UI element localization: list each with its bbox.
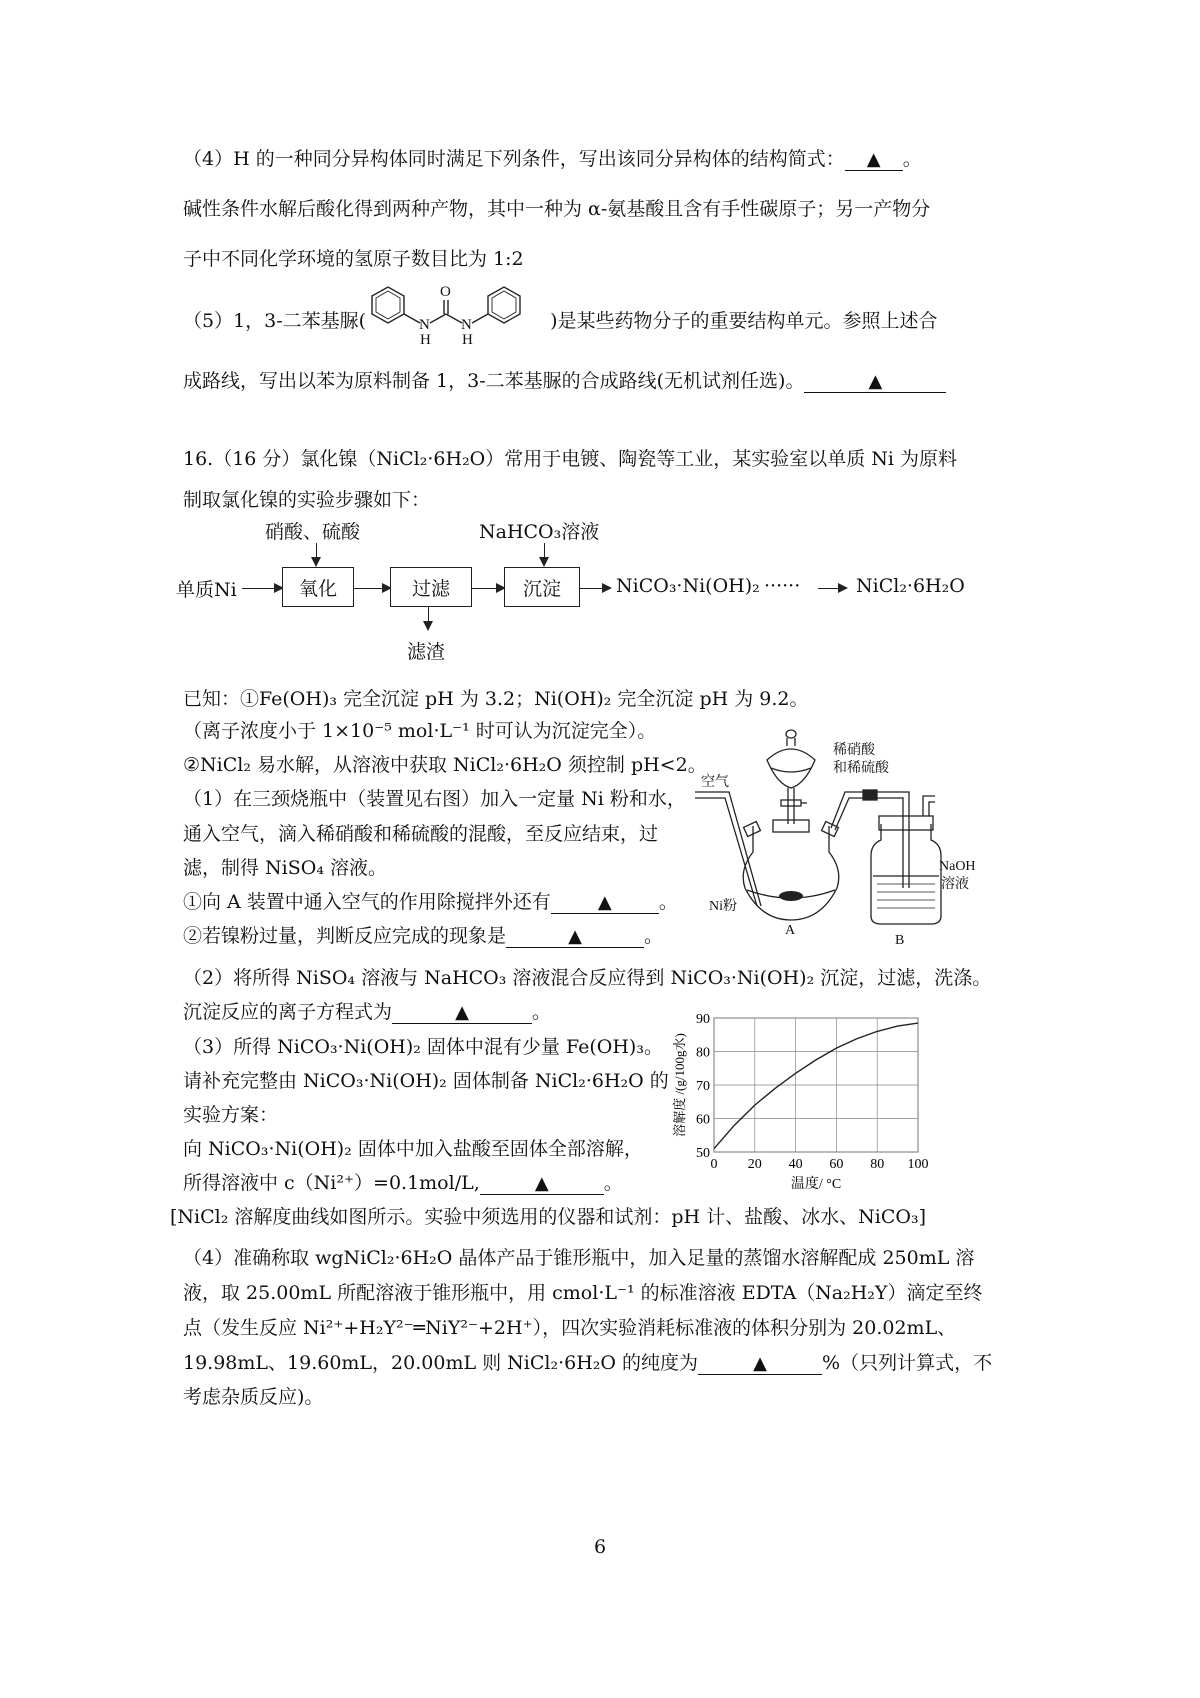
flow-reagent-nahco3: NaHCO₃溶液 xyxy=(479,521,600,543)
y-tick-label: 80 xyxy=(696,1045,710,1061)
flow-arrow xyxy=(428,607,429,629)
x-tick-label: 60 xyxy=(829,1157,844,1172)
part1-line3: 滤，制得 NiSO₄ 溶液。 xyxy=(183,857,387,879)
q16-line1: 16.（16 分）氯化镍（NiCl₂·6H₂O）常用于电镀、陶瓷等工业，某实验室以单质 Ni 为原料 xyxy=(183,448,958,470)
y-tick-label: 60 xyxy=(696,1112,710,1128)
x-tick-label: 100 xyxy=(907,1157,929,1172)
part3-line3: 实验方案： xyxy=(183,1104,279,1126)
struct-N2: N xyxy=(461,317,472,333)
label-ni: Ni粉 xyxy=(709,899,737,914)
part2-line2: 沉淀反应的离子方程式为 ▲ 。 xyxy=(183,1001,552,1023)
flow-arrow xyxy=(472,588,504,589)
flow-arrow xyxy=(580,588,610,589)
answer-blank[interactable]: ▲ xyxy=(845,149,903,171)
y-tick-label: 90 xyxy=(696,1012,710,1027)
part4-line5: 考虑杂质反应)。 xyxy=(183,1386,324,1408)
flow-arrow xyxy=(242,588,282,589)
y-axis-label: 溶解度 /(g/100g水) xyxy=(672,1033,687,1137)
solubility-curve xyxy=(714,1023,918,1149)
label-b: B xyxy=(895,933,905,948)
q4-line2: 碱性条件水解后酸化得到两种产物，其中一种为 α-氨基酸且含有手性碳原子；另一产物分 xyxy=(183,198,931,220)
answer-blank[interactable]: ▲ xyxy=(392,1002,532,1024)
label-naoh: NaOH xyxy=(939,859,976,874)
part3-line2: 请补充完整由 NiCO₃·Ni(OH)₂ 固体制备 NiCl₂·6H₂O 的 xyxy=(183,1070,669,1092)
flow-residue: 滤渣 xyxy=(407,641,446,663)
part4-line3: 点（发生反应 Ni²⁺+H₂Y²⁻═NiY²⁻+2H⁺），四次实验消耗标准液的体积分别为 20.02mL、 xyxy=(183,1317,957,1339)
label-acid-1: 稀硝酸 xyxy=(833,743,875,758)
known-line3: ②NiCl₂ 易水解，从溶液中获取 NiCl₂·6H₂O 须控制 pH<2。 xyxy=(183,754,707,776)
flow-arrow xyxy=(818,588,846,589)
apparatus-diagram xyxy=(695,720,976,948)
q16-line2: 制取氯化镍的实验步骤如下： xyxy=(183,489,431,511)
answer-blank[interactable]: ▲ xyxy=(551,892,659,914)
q4-line1: （4）H 的一种同分异构体同时满足下列条件，写出该同分异构体的结构简式： ▲ 。 xyxy=(183,148,922,170)
answer-blank[interactable]: ▲ xyxy=(480,1173,604,1195)
part1-line2: 通入空气，滴入稀硝酸和稀硫酸的混酸，至反应结束，过 xyxy=(183,823,659,845)
answer-blank[interactable]: ▲ xyxy=(698,1353,822,1375)
x-tick-label: 40 xyxy=(788,1157,803,1172)
struct-N1: N xyxy=(419,317,430,333)
flow-product: NiCO₃·Ni(OH)₂ xyxy=(616,575,760,597)
label-a: A xyxy=(785,923,796,938)
label-acid-2: 和稀硫酸 xyxy=(833,761,889,776)
part4-line2: 液，取 25.00mL 所配溶液于锥形瓶中，用 cmol·L⁻¹ 的标准溶液 EDTA（Na₂H₂Y）滴定至终 xyxy=(183,1282,983,1304)
answer-blank[interactable]: ▲ xyxy=(506,926,644,948)
part1-q2: ②若镍粉过量，判断反应完成的现象是 ▲ 。 xyxy=(183,925,664,947)
q5-line2: 成路线，写出以苯为原料制备 1，3-二苯基脲的合成路线(无机试剂任选)。 ▲ xyxy=(183,368,946,394)
part2-line1: （2）将所得 NiSO₄ 溶液与 NaHCO₃ 溶液混合反应得到 NiCO₃·Ni(OH)₂ 沉淀，过滤，洗涤。 xyxy=(183,967,992,989)
part3-line6: [NiCl₂ 溶解度曲线如图所示。实验中须选用的仪器和试剂：pH 计、盐酸、冰水、NiCO₃] xyxy=(170,1206,927,1228)
page-number: 6 xyxy=(593,1536,607,1558)
x-tick-label: 80 xyxy=(870,1157,885,1172)
y-tick-label: 50 xyxy=(696,1146,710,1161)
struct-O: O xyxy=(440,284,451,300)
part4-line4: 19.98mL、19.60mL，20.00mL 则 NiCl₂·6H₂O 的纯度为 ▲ %（只列计算式，不 xyxy=(183,1352,993,1374)
q5-line1: （5）1，3-二苯基脲( )是某些药物分子的重要结构单元。参照上述合 xyxy=(183,310,938,332)
struct-H2: H xyxy=(462,332,473,348)
x-axis-label: 温度/ °C xyxy=(790,1177,842,1192)
known-line2: （离子浓度小于 1×10⁻⁵ mol·L⁻¹ 时可认为沉淀完全）。 xyxy=(183,720,657,742)
part4-line1: （4）准确称取 wgNiCl₂·6H₂O 晶体产品于锥形瓶中，加入足量的蒸馏水溶解配成 250mL 溶 xyxy=(183,1247,975,1269)
x-tick-label: 20 xyxy=(747,1157,762,1172)
flow-step-oxidation: 氧化 xyxy=(282,567,354,607)
flow-dots: ······ xyxy=(764,575,801,597)
flow-arrow xyxy=(316,543,317,565)
part1-line1: （1）在三颈烧瓶中（装置见右图）加入一定量 Ni 粉和水， xyxy=(183,788,686,810)
part3-line1: （3）所得 NiCO₃·Ni(OH)₂ 固体中混有少量 Fe(OH)₃。 xyxy=(183,1036,663,1058)
flow-start: 单质Ni xyxy=(176,579,237,601)
flow-final: NiCl₂·6H₂O xyxy=(856,575,965,597)
flow-step-precipitate: 沉淀 xyxy=(504,567,580,607)
label-solution: 溶液 xyxy=(941,877,969,892)
flow-arrow xyxy=(544,543,545,565)
flow-step-filter: 过滤 xyxy=(390,567,472,607)
known-line1: 已知：①Fe(OH)₃ 完全沉淀 pH 为 3.2；Ni(OH)₂ 完全沉淀 pH 为 9.2。 xyxy=(183,688,809,710)
part3-line4: 向 NiCO₃·Ni(OH)₂ 固体中加入盐酸至固体全部溶解， xyxy=(183,1138,643,1160)
y-tick-label: 70 xyxy=(696,1079,710,1094)
answer-blank[interactable]: ▲ xyxy=(804,371,946,393)
flow-reagent-acids: 硝酸、硫酸 xyxy=(265,521,361,543)
label-air: 空气 xyxy=(701,775,729,790)
x-tick-label: 0 xyxy=(710,1157,718,1172)
flow-arrow xyxy=(354,588,390,589)
struct-H1: H xyxy=(420,332,431,348)
q4-line3: 子中不同化学环境的氢原子数目比为 1:2 xyxy=(183,248,524,270)
solubility-chart xyxy=(660,1010,950,1195)
part3-line5: 所得溶液中 c（Ni²⁺）=0.1mol/L, ▲ 。 xyxy=(183,1172,623,1194)
diphenylurea-structure xyxy=(360,276,550,346)
part1-q1: ①向 A 装置中通入空气的作用除搅拌外还有 ▲ 。 xyxy=(183,891,678,913)
